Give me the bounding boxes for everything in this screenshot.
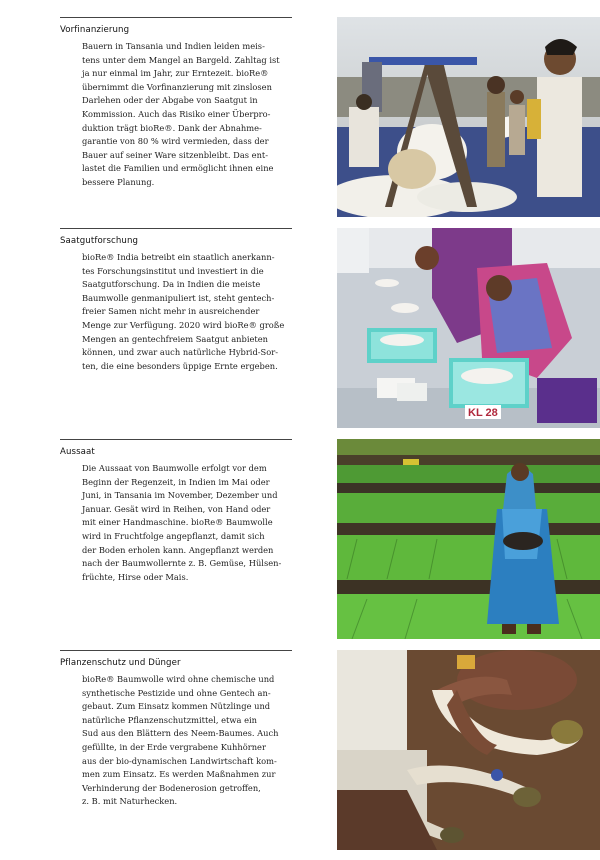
body-line: bioRe® Baumwolle wird ohne chemische und	[82, 674, 275, 684]
body-line: tes Forschungsinstitut und investiert in die	[82, 265, 264, 276]
body-line: Saatgutforschung. Da in Indien die meiste	[82, 279, 261, 290]
section-heading: Aussaat	[60, 447, 95, 457]
section-aussaat	[60, 439, 292, 584]
photo-cow-horns	[337, 650, 600, 850]
body-line: men zum Einsatz. Es werden Maßnahmen zur	[82, 769, 276, 780]
body-line: bessere Planung.	[82, 176, 155, 187]
section-heading: Saatgutforschung	[60, 236, 139, 246]
body-line: aus der bio-dynamischen Landwirtschaft kom-	[82, 755, 277, 766]
body-line: können, und zwar auch natürliche Hybrid-Sor-	[82, 347, 279, 358]
body-line: tens unter dem Mangel an Bargeld. Zahltag ist	[82, 54, 280, 65]
body-line: Baumwolle genmanipuliert ist, steht gentech-	[82, 292, 275, 303]
body-line: Juni, in Tansania im November, Dezember und	[82, 490, 278, 501]
section-heading: Vorfinanzierung	[60, 25, 130, 35]
body-line: wird in Fruchtfolge angepflanzt, damit sich	[82, 530, 265, 541]
body-line: Mengen an gentechfreiem Saatgut anbieten	[82, 333, 268, 344]
section-body	[82, 40, 296, 190]
section-body	[82, 462, 296, 584]
photo-cotton-weighing	[337, 17, 600, 217]
body-line: Bauer auf seiner Ware sitzenbleibt. Das ent-	[82, 149, 269, 160]
body-line: gebaut. Zum Einsatz kommen Nützlinge und	[82, 701, 271, 712]
body-line: Sud aus den Blättern des Neem-Baumes. Auch	[82, 728, 279, 739]
section-heading: Pflanzenschutz und Dünger	[60, 658, 181, 668]
section-divider	[60, 439, 292, 440]
section-body	[82, 673, 296, 809]
photo-sowing-field-illustration	[337, 439, 600, 639]
body-line: ten, die eine besonders üppige Ernte ergeben.	[82, 360, 278, 371]
tray-label: KL 28	[468, 407, 498, 419]
body-line: bioRe® India betreibt ein staatlich anerkann-	[82, 252, 275, 262]
photo-seed-research-illustration	[337, 228, 600, 428]
section-divider	[60, 228, 292, 229]
body-line: Januar. Gesät wird in Reihen, von Hand oder	[82, 503, 271, 514]
body-line: z. B. mit Naturhecken.	[82, 796, 178, 807]
photo-seed-research	[337, 228, 600, 428]
body-line: Beginn der Regenzeit, in Indien im Mai oder	[82, 476, 270, 487]
section-divider	[60, 17, 292, 18]
body-line: ja nur einmal im Jahr, zur Erntezeit. bioRe®	[82, 68, 269, 79]
body-line: synthetische Pestizide und ohne Gentech an-	[82, 687, 271, 698]
photo-cotton-weighing-illustration	[337, 17, 600, 217]
body-line: Kommission. Auch das Risiko einer Überpro-	[82, 108, 271, 119]
body-line: nach der Baumwollernte z. B. Gemüse, Hülsen-	[82, 558, 282, 569]
body-line: übernimmt die Vorfinanzierung mit zinslosen	[82, 81, 272, 92]
body-line: lastet die Familien und ermöglicht ihnen eine	[82, 163, 274, 174]
body-line: Verhinderung der Bodenerosion getroffen,	[82, 782, 261, 793]
section-divider	[60, 650, 292, 651]
section-vorfinanzierung	[60, 17, 292, 190]
photo-cow-horns-illustration	[337, 650, 600, 850]
section-pflanzenschutz	[60, 650, 292, 809]
body-line: gefüllte, in der Erde vergrabene Kuhhörner	[82, 741, 266, 752]
section-saatgutforschung	[60, 228, 292, 373]
body-line: Menge zur Verfügung. 2020 wird bioRe® große	[82, 319, 285, 330]
section-body	[82, 251, 296, 373]
body-line: duktion trägt bioRe®. Dank der Abnahme-	[82, 122, 262, 133]
body-line: natürliche Pflanzenschutzmittel, etwa ein	[82, 714, 257, 725]
body-line: Bauern in Tansania und Indien leiden meis-	[82, 41, 265, 51]
body-line: mit einer Handmaschine. bioRe® Baumwolle	[82, 517, 273, 528]
body-line: garantie von 80 % wird vermieden, dass der	[82, 136, 269, 147]
body-line: Darlehen oder der Abgabe von Saatgut in	[82, 95, 258, 106]
body-line: freier Samen nicht mehr in ausreichender	[82, 306, 260, 317]
photo-sowing-field	[337, 439, 600, 639]
body-line: Die Aussaat von Baumwolle erfolgt vor dem	[82, 463, 267, 473]
body-line: früchte, Hirse oder Mais.	[82, 571, 189, 582]
body-line: der Boden erholen kann. Angepflanzt werden	[82, 544, 274, 555]
